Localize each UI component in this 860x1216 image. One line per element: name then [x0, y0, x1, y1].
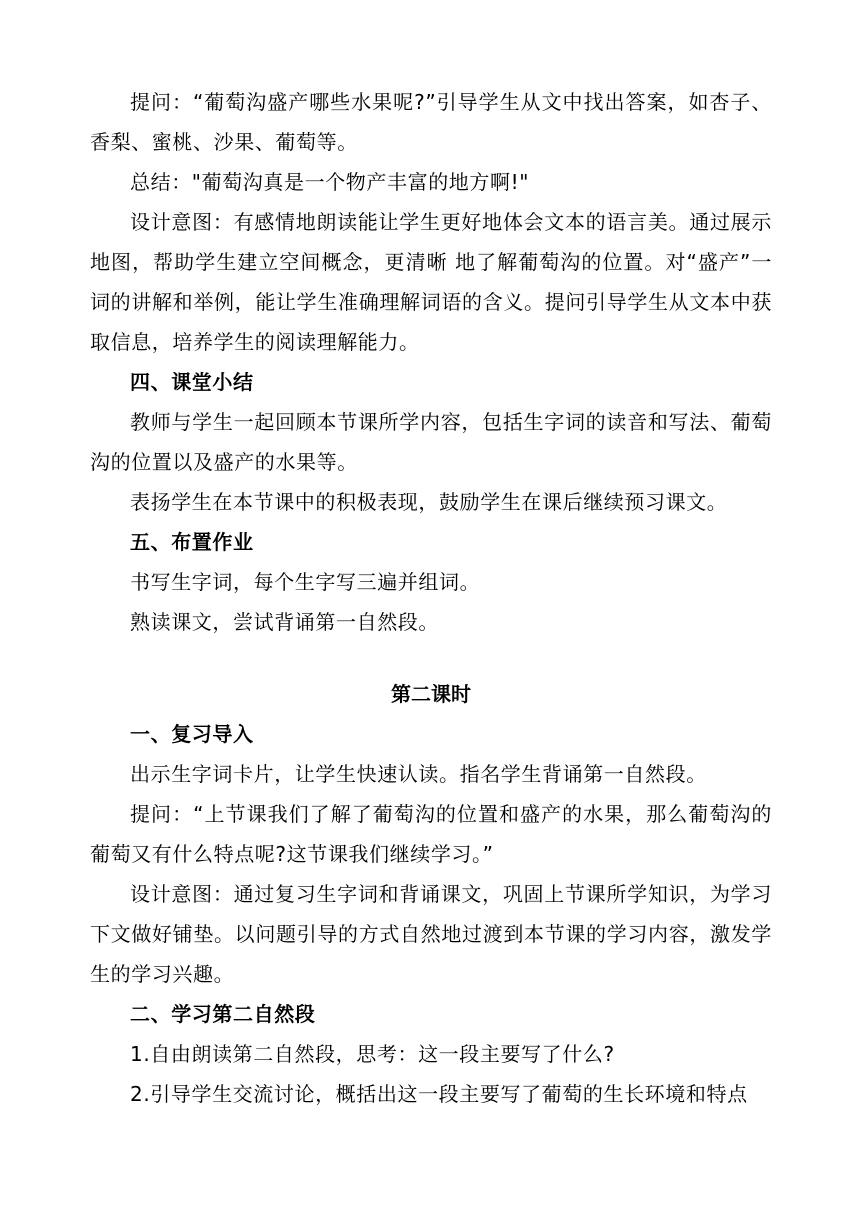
paragraph-summary: 总结："葡萄沟真是一个物产丰富的地方啊!" — [130, 170, 530, 194]
paragraph-homework-2: 熟读课文，尝试背诵第一自然段。 — [130, 610, 439, 634]
paragraph-question-fruits: 提问：“葡萄沟盛产哪些水果呢?”引导学生从文中找出答案，如杏子、香梨、蜜桃、沙果、葡萄等。 — [90, 90, 772, 154]
paragraph-praise: 表扬学生在本节课中的积极表现，鼓励学生在课后继续预习课文。 — [130, 490, 728, 514]
document-page — [90, 82, 772, 1114]
paragraph-step-1: 1.自由朗读第二自然段，思考：这一段主要写了什么? — [130, 1042, 615, 1066]
paragraph-design-intent-2: 设计意图：通过复习生字词和背诵课文，巩固上节课所学知识，为学习下文做好铺垫。以问题引导的方式自然地过渡到本节课的学习内容，激发学生的学习兴趣。 — [90, 882, 772, 986]
heading-class-summary: 四、课堂小结 — [130, 370, 254, 394]
paragraph-review: 教师与学生一起回顾本节课所学内容，包括生字词的读音和写法、葡萄沟的位置以及盛产的水果等。 — [90, 410, 772, 474]
heading-review-intro: 一、复习导入 — [130, 722, 254, 746]
heading-second-paragraph: 二、学习第二自然段 — [130, 1002, 316, 1026]
lesson-title: 第二课时 — [391, 682, 471, 706]
paragraph-design-intent-1: 设计意图：有感情地朗读能让学生更好地体会文本的语言美。通过展示地图，帮助学生建立空间概念，更清晰 地了解葡萄沟的位置。对“盛产”一词的讲解和举例，能让学生准确理解词语的含义。提问引导学生从文本中获取信息，培养学生的阅读理解能力。 — [90, 210, 772, 354]
heading-homework: 五、布置作业 — [130, 530, 254, 554]
paragraph-step-2: 2.引导学生交流讨论，概括出这一段主要写了葡萄的生长环境和特点 — [130, 1082, 748, 1106]
paragraph-homework-1: 书写生字词，每个生字写三遍并组词。 — [130, 570, 481, 594]
paragraph-word-cards: 出示生字词卡片，让学生快速认读。指名学生背诵第一自然段。 — [130, 762, 707, 786]
paragraph-question-grapes: 提问：“上节课我们了解了葡萄沟的位置和盛产的水果，那么葡萄沟的葡萄又有什么特点呢?这节课我们继续学习。” — [90, 802, 772, 866]
section-gap — [90, 642, 772, 674]
